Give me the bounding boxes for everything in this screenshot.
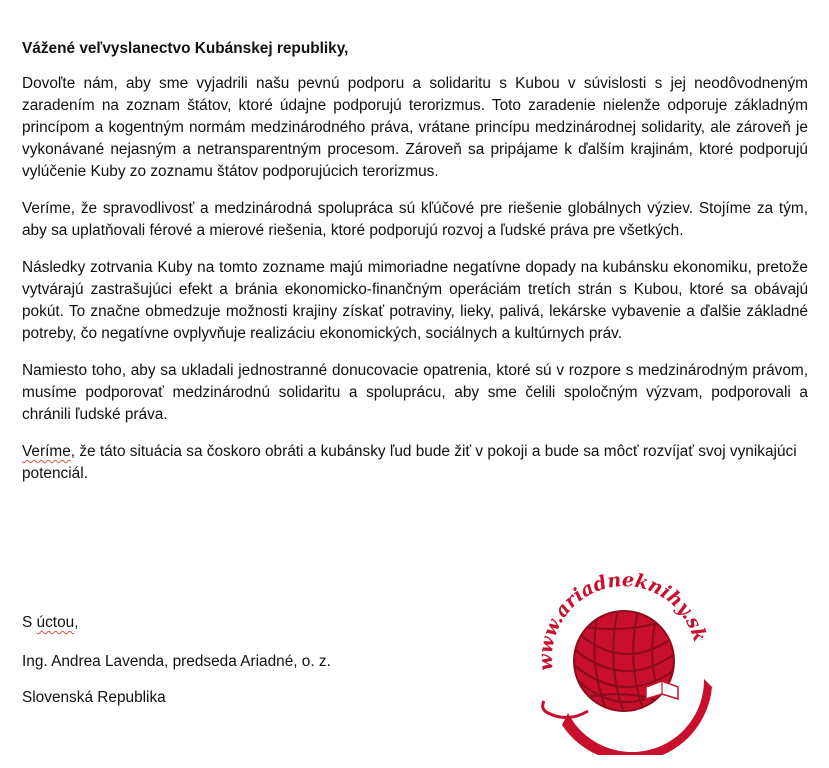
paragraph-5: [22, 441, 808, 485]
paragraph-4: Namiesto toho, aby sa ukladali jednostranné donucovacie opatrenia, ktoré sú v rozpore s medzinárodným právom, musíme podporovať medzinárodnú solidaritu a spoluprácu, aby sme čelili spoločným výzvam, podporovali a chránili ľudské práva.: [22, 362, 808, 423]
logo-slogan: SVETLO PRE VAŠE POZNANIE: [576, 699, 698, 747]
letter-body: [22, 38, 808, 485]
logo-url-text: www.ariadneknihy.sk: [534, 568, 711, 672]
signer-name: Ing. Andrea Lavenda, predseda Ariadné, o. z.: [22, 653, 331, 670]
salutation: Vážené veľvyslanectvo Kubánskej republiky,: [22, 40, 349, 57]
ariadne-logo: [528, 563, 720, 755]
closing-greeting: S úctou,: [22, 614, 79, 631]
paragraph-2: Veríme, že spravodlivosť a medzinárodná spolupráca sú kľúčové pre riešenie globálnych výziev. Stojíme za tým, aby sa uplatňovali férové a mierové riešenia, ktoré podporujú rozvoj a ľudské práva pre všetkých.: [22, 200, 808, 239]
signer-country: Slovenská Republika: [22, 689, 166, 706]
paragraph-5-lead: Veríme: [22, 443, 71, 460]
paragraph-5-rest: , že táto situácia sa čoskoro obráti a kubánsky ľud bude žiť v pokoji a bude sa môcť rozvíjať svoj vynikajúci potenciál.: [22, 443, 797, 482]
closing-greeting-word: úctou: [36, 614, 75, 631]
yarn-ball-book-icon: [528, 563, 720, 755]
paragraph-1: Dovoľte nám, aby sme vyjadrili našu pevnú podporu a solidaritu s Kubou v súvislosti s jej neodôvodneným zaradením na zoznam štátov, ktoré údajne podporujú terorizmus. Toto zaradenie nielenže odporuje základným princípom a kogentným normám medzinárodného práva, vrátane princípu medzinárodnej solidarity, ale zároveň je vykonávané nejasným a netransparentným procesom. Zároveň sa pripájame k ďalším krajinám, ktoré podporujú vylúčenie Kuby zo zoznamu štátov podporujúcich terorizmus.: [22, 75, 808, 180]
paragraph-3: Následky zotrvania Kuby na tomto zozname majú mimoriadne negatívne dopady na kubánsku ekonomiku, pretože vytvárajú zastrašujúci efekt a bránia ekonomicko-finančným operáciám tretích strán s Kubou, ktoré sa obávajú pokút. To značne obmedzuje možnosti krajiny získať potraviny, lieky, palivá, lekárske vybavenie a ďalšie základné potreby, čo negatívne ovplyvňuje realizáciu ekonomických, sociálnych a kultúrnych práv.: [22, 259, 808, 342]
